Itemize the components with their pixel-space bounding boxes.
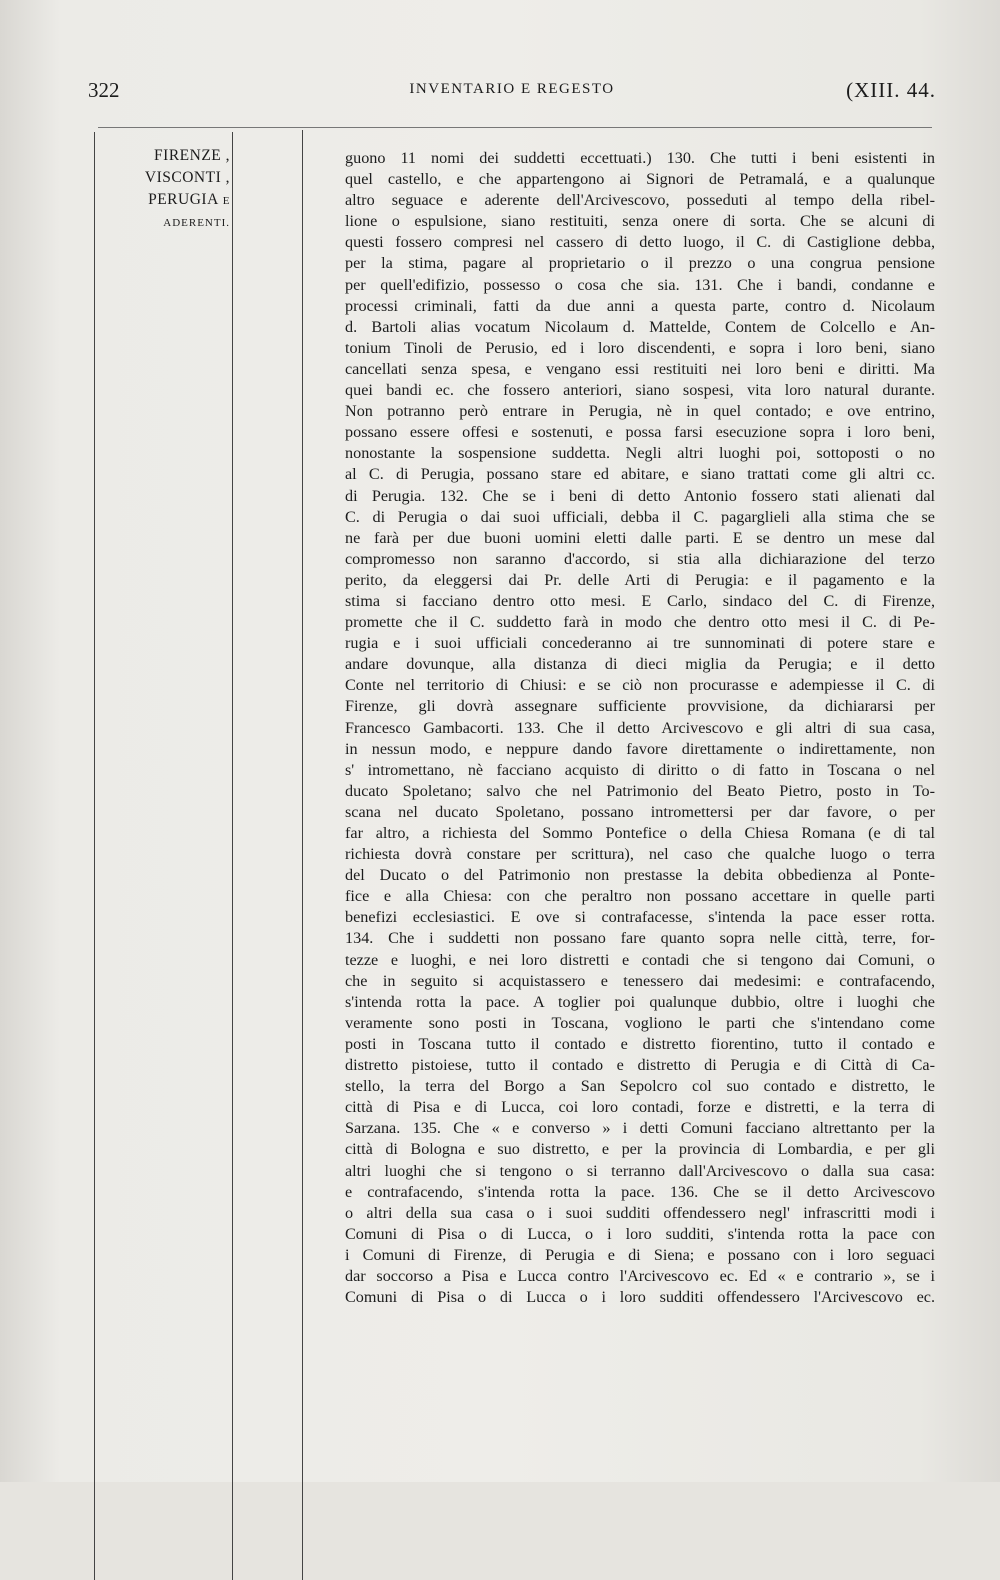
- text-line: d. Bartoli alias vocatum Nicolaum d. Mattelde, Contem de Colcello e An-: [345, 317, 935, 336]
- text-line: possano essere offesi e sostenuti, e possa farsi esecuzione sopra i loro beni,: [345, 423, 935, 442]
- text-line: Conte nel territorio di Chiusi: e se ciò non procurasse e adempiesse il C. di: [345, 676, 935, 695]
- column-rule-left: [94, 132, 95, 1580]
- text-line: quel castello, e che appartengono ai Signori de Petramalá, e a qualunque: [345, 170, 935, 189]
- text-line: compromesso non saranno d'accordo, si stia alla dichiarazione del terzo: [345, 549, 935, 568]
- text-line: città di Pisa e di Lucca, coi loro contadi, forze e distretti, e la terra di: [345, 1098, 935, 1117]
- running-title: INVENTARIO E REGESTO: [409, 81, 615, 97]
- column-rule-middle: [232, 132, 233, 1580]
- text-line: lione o espulsione, siano restituiti, senza onere di sorta. Che se alcuni di: [345, 212, 935, 231]
- text-line: quei bandi ec. che fossero anteriori, siano sospesi, vita loro natural durante.: [345, 381, 935, 400]
- margin-note-line: ADERENTI.: [163, 217, 230, 229]
- text-line: e contrafacendo, s'intenda rotta la pace. 136. Che se il detto Arcivescovo: [345, 1182, 935, 1201]
- margin-note-conjunction: E: [222, 195, 230, 207]
- text-line: far altro, a richiesta del Sommo Pontefice o della Chiesa Romana (e di tal: [345, 824, 935, 842]
- text-line: Sarzana. 135. Che « e converso » i detti Comuni facciano altrettanto per la: [345, 1119, 935, 1138]
- text-line: di Perugia. 132. Che se i beni di detto Antonio fossero stati alienati dal: [345, 486, 935, 505]
- text-line: andare dovunque, alla distanza di dieci miglia da Perugia; e il detto: [345, 655, 935, 674]
- text-line: ducato Spoletano; salvo che nel Patrimonio del Beato Pietro, posto in To-: [345, 781, 935, 800]
- margin-note: [96, 145, 230, 234]
- margin-note-text: PERUGIA: [148, 191, 219, 208]
- text-line: fice e alla Chiesa: con che peraltro non possano accettare in quelle parti: [345, 887, 935, 906]
- text-line: del Ducato o del Patrimonio non prestasse la debita obbedienza al Ponte-: [345, 866, 935, 885]
- text-line: per quell'edifizio, possesso o cosa che sia. 131. Che i bandi, condanne e: [345, 275, 935, 294]
- text-line: ne farà per due buoni uomini eletti dalle parti. E se dentro un mese dal: [345, 528, 935, 547]
- column-rule-right: [302, 130, 303, 1580]
- text-line: per la stima, pagare al proprietario o il prezzo o una congrua pensione: [345, 254, 935, 273]
- header-rule: [98, 127, 932, 128]
- text-line: o altri della sua casa o i suoi sudditi offendessero negl' infrascritti modi i: [345, 1203, 935, 1222]
- text-line: tezze e luoghi, e nei loro distretti e contadi che si tengono dai Comuni, o: [345, 950, 935, 969]
- text-line: C. di Perugia o dai suoi ufficiali, debba il C. pagarglieli alla stima che se: [345, 507, 935, 526]
- text-line: stello, la terra del Borgo a San Sepolcro col suo contado e distretto, le: [345, 1077, 935, 1096]
- text-line: distretto pistoiese, tutto il contado e distretto di Perugia e di Città di Ca-: [345, 1056, 935, 1075]
- text-line: benefizi ecclesiastici. E ove si contrafacesse, s'intenda la pace esser rotta.: [345, 908, 935, 927]
- text-line: in nessun modo, e neppure dando favore direttamente o indirettamente, non: [345, 739, 935, 758]
- text-line: tonium Tinoli de Perusio, ed i loro discendenti, e sopra i loro beni, siano: [345, 338, 935, 357]
- text-line: al C. di Perugia, possano stare ed abitare, e siano trattati come gli altri cc.: [345, 465, 935, 484]
- margin-note-line: VISCONTI ,: [144, 169, 230, 186]
- text-line: perito, da eleggersi dai Pr. delle Arti di Perugia: e il pagamento e la: [345, 570, 935, 589]
- text-line: dar soccorso a Pisa e Lucca contro l'Arcivescovo ec. Ed « e contrario », se i: [345, 1266, 935, 1285]
- text-line: cancellati senza spesa, e vengano essi restituiti nei loro beni e diritti. Ma: [345, 359, 935, 378]
- text-line: Francesco Gambacorti. 133. Che il detto Arcivescovo e gli altri di sua casa,: [345, 718, 935, 737]
- text-line: i Comuni di Firenze, di Perugia e di Siena; e possano con i loro seguaci: [345, 1245, 935, 1264]
- text-line: veramente sono posti in Toscana, vogliono le parti che s'intendano come: [345, 1013, 935, 1032]
- margin-note-line: FIRENZE ,: [154, 147, 230, 164]
- text-line: stima si facciano dentro otto mesi. E Carlo, sindaco del C. di Firenze,: [345, 591, 935, 610]
- text-line: Firenze, gli dovrà assegnare sufficiente provvisione, da dichiararsi per: [345, 697, 935, 716]
- text-line: promette che il C. suddetto farà in modo che dentro otto mesi il C. di Pe-: [345, 613, 935, 632]
- text-line: s' intromettano, nè facciano acquisto di diritto o di fatto in Toscana o nel: [345, 760, 935, 779]
- text-line: scana nel ducato Spoletano, possano intromettersi per dar favore, o per: [345, 802, 935, 821]
- body-text: [345, 148, 935, 1308]
- text-line: Non potranno però entrare in Perugia, nè in quel contado; e ove entrino,: [345, 402, 935, 421]
- text-line: posti in Toscana tutto il contado e distretto fiorentino, tutto il contado e: [345, 1034, 935, 1053]
- section-reference: (XIII. 44.: [846, 78, 936, 102]
- text-line: che in seguito si acquistassero e tenessero dai medesimi: e contrafacendo,: [345, 971, 935, 990]
- text-line: 134. Che i suddetti non possano fare quanto sopra nelle città, terre, for-: [345, 929, 935, 948]
- text-line: s'intenda rotta la pace. A toglier poi qualunque dubbio, oltre i luoghi che: [345, 992, 935, 1011]
- text-line: guono 11 nomi dei suddetti eccettuati.) 130. Che tutti i beni esistenti in: [345, 149, 935, 167]
- text-line: questi fossero compresi nel cassero di detto luogo, il C. di Castiglione debba,: [345, 233, 935, 252]
- margin-note-line: [96, 189, 230, 212]
- text-line: Comuni di Pisa o di Lucca o i loro sudditi offendessero l'Arcivescovo ec.: [345, 1288, 935, 1307]
- text-line: rugia e i suoi ufficiali concederanno ai tre sunnominati di potere stare e: [345, 634, 935, 653]
- text-line: processi criminali, fatti da due anni a questa parte, contro d. Nicolaum: [345, 296, 935, 315]
- text-line: altri luoghi che si tengono o si terranno dall'Arcivescovo o dalla sua casa:: [345, 1161, 935, 1180]
- page-header: [88, 78, 936, 108]
- text-line: Comuni di Pisa o di Lucca, o i loro sudditi, s'intenda rotta la pace con: [345, 1224, 935, 1243]
- text-line: altro seguace e aderente dell'Arcivescovo, posseduti al tempo della ribel-: [345, 191, 935, 210]
- text-line: città di Bologna e suo distretto, e per la provincia di Lombardia, e per gli: [345, 1140, 935, 1159]
- page-number: 322: [88, 78, 120, 102]
- text-line: richiesta dovrà constare per scrittura), nel caso che qualche luogo o terra: [345, 845, 935, 864]
- text-line: nonostante la sospensione suddetta. Negli altri luoghi poi, sottoposti o no: [345, 444, 935, 463]
